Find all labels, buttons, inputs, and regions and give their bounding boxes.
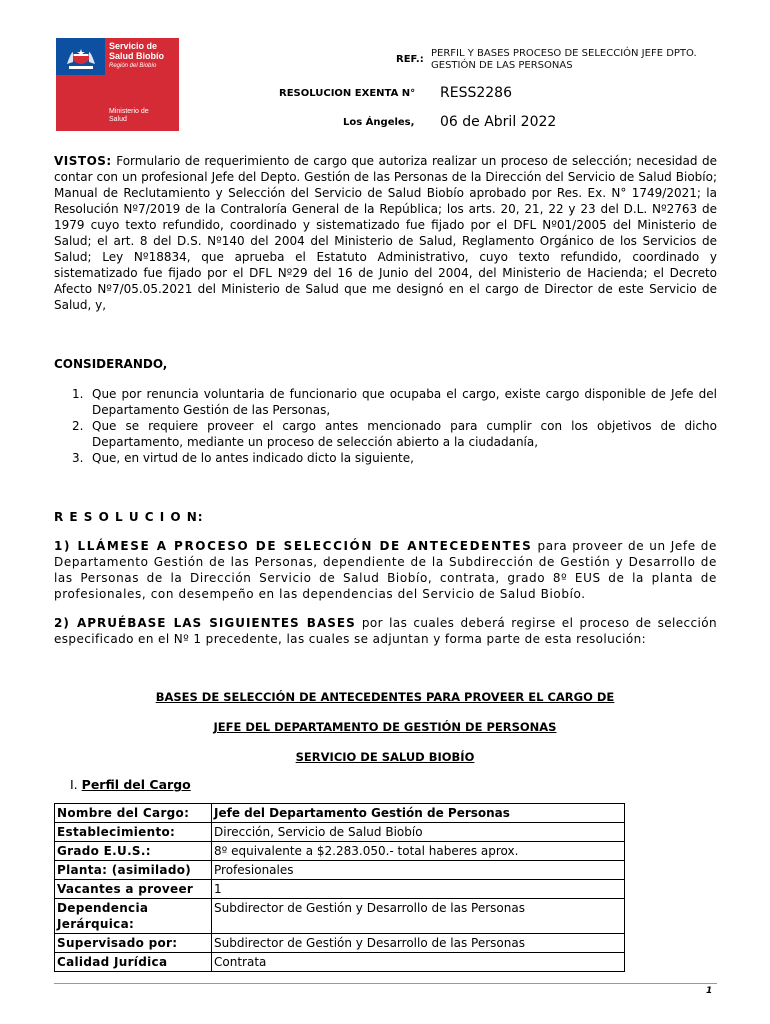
vistos-text: Formulario de requerimiento de cargo que autoriza realizar un proceso de selección; necesidad de contar con un profesional Jefe del Depto. Gestión de las Personas de la Dirección del Servicio de Salud Biobío; Manual de Reclutamiento y Selección del Servicio de Salud Biobío aprobado por Res. Ex. N° 1749/2021; la Resolución Nº7/2019 de la Contraloría General de la República; los arts. 20, 21, 22 y 23 del D.L. Nº2763 de 1979 cuyo texto refundido, coordinado y sistematizado fue fijado por el DFL Nº01/2005 del Ministerio de Salud; el art. 8 del D.S. Nº140 del 2004 del Ministerio de Salud, Reglamento Orgánico de los Servicios de Salud; Ley Nº18834, que aprueba el Estatuto Administrativo, cuyo texto refundido, coordinado y sistematizado fue fijado por el DFL Nº29 del 16 de Junio del 2004, del Ministerio de Hacienda; el Decreto Afecto Nº7/05.05.2021 del Ministerio de Salud que me designó en el cargo de Director de este Servicio de Salud, y, (54, 154, 717, 312)
list-item-number: 3. (72, 451, 84, 465)
bases-title-3: SERVICIO DE SALUD BIOBÍO (295, 750, 475, 764)
point-1-text: para proveer de un Jefe de Departamento Gestión de las Personas, dependiente de la Subdirección de Gestión y Desarrollo de las Personas de la Dirección Servicio de Salud Biobío, contrata, grado 8º EUS de la planta de profesionales, con desempeño en las dependencias del Servicio de Salud Biobío. (54, 539, 717, 601)
place-label: Los Ángeles, (343, 117, 415, 128)
logo-line-2: Salud Biobío (109, 51, 164, 61)
table-key: Calidad Jurídica (55, 953, 212, 972)
table-value: 1 (212, 880, 625, 899)
table-value: Profesionales (212, 861, 625, 880)
table-value: Jefe del Departamento Gestión de Personas (212, 804, 625, 823)
logo-flag (56, 38, 105, 131)
ref-value-line-2: GESTIÓN DE LAS PERSONAS (431, 60, 573, 71)
table-key: Planta: (asimilado) (55, 861, 212, 880)
list-item-text: Que, en virtud de lo antes indicado dicto la siguiente, (92, 451, 414, 465)
table-value: 8º equivalente a $2.283.050.- total haberes aprox. (212, 842, 625, 861)
logo-text-panel (105, 38, 179, 131)
table-key: Nombre del Cargo: (55, 804, 212, 823)
footer-divider (54, 983, 717, 984)
table-key: Dependencia Jerárquica: (55, 899, 212, 934)
table-row (55, 899, 625, 934)
logo-ministry-line-2: Salud (109, 116, 127, 123)
ref-value-line-1: PERFIL Y BASES PROCESO DE SELECCIÓN JEFE DPTO. (431, 48, 697, 59)
point-1-label: 1) LLÁMESE A PROCESO DE SELECCIÓN DE ANTECEDENTES (54, 539, 533, 553)
table-row (55, 823, 625, 842)
logo-line-3: Región del Biobío (109, 63, 157, 69)
list-item-number: 1. (72, 387, 84, 401)
ref-value (431, 48, 697, 72)
resolution-date: 06 de Abril 2022 (440, 114, 557, 130)
resolucion-number: RESS2286 (440, 85, 512, 101)
considerando-list (72, 386, 717, 466)
ref-label: REF.: (396, 54, 424, 65)
table-row (55, 880, 625, 899)
page-number: 1 (706, 986, 713, 996)
table-value: Contrata (212, 953, 625, 972)
coat-of-arms-icon (63, 42, 99, 72)
table-value: Subdirector de Gestión y Desarrollo de las Personas (212, 899, 625, 934)
vistos-paragraph (54, 153, 717, 313)
table-key: Vacantes a proveer (55, 880, 212, 899)
resolucion-point-1 (54, 538, 717, 602)
vistos-label: VISTOS: (54, 154, 112, 168)
bases-title-1: BASES DE SELECCIÓN DE ANTECEDENTES PARA PROVEER EL CARGO DE (155, 690, 615, 704)
logo-ministry-line-1: Ministerio de (109, 108, 149, 115)
perfil-heading (70, 777, 191, 792)
cargo-table (54, 803, 625, 972)
list-item (72, 450, 717, 466)
table-value: Subdirector de Gestión y Desarrollo de las Personas (212, 934, 625, 953)
list-item (72, 418, 717, 450)
table-row (55, 861, 625, 880)
table-row (55, 804, 625, 823)
table-value: Dirección, Servicio de Salud Biobío (212, 823, 625, 842)
perfil-title: Perfil del Cargo (81, 777, 191, 792)
considerando-label: CONSIDERANDO, (54, 357, 168, 371)
perfil-number: I. (70, 777, 78, 792)
institution-logo (56, 38, 179, 131)
table-row (55, 842, 625, 861)
resolucion-point-2 (54, 615, 717, 647)
resolucion-label: RESOLUCION EXENTA N° (279, 88, 416, 99)
logo-ministry (109, 108, 149, 124)
table-row (55, 953, 625, 972)
table-key: Supervisado por: (55, 934, 212, 953)
table-row (55, 934, 625, 953)
logo-line-1: Servicio de (109, 41, 158, 51)
bases-title-2: JEFE DEL DEPARTAMENTO DE GESTIÓN DE PERSONAS (213, 720, 557, 734)
point-2-text: por las cuales deberá regirse el proceso de selección especificado en el Nº 1 precedente, las cuales se adjuntan y forma parte de esta resolución: (54, 616, 717, 646)
table-key: Establecimiento: (55, 823, 212, 842)
point-2-label: 2) APRUÉBASE LAS SIGUIENTES BASES (54, 616, 356, 630)
logo-red-band (56, 75, 105, 131)
list-item-text: Que se requiere proveer el cargo antes mencionado para cumplir con los objetivos de dicho Departamento, mediante un proceso de selección abierto a la ciudadanía, (92, 419, 717, 449)
table-key: Grado E.U.S.: (55, 842, 212, 861)
logo-blue-band (56, 38, 105, 75)
list-item-text: Que por renuncia voluntaria de funcionario que ocupaba el cargo, existe cargo disponible de Jefe del Departamento Gestión de las Personas, (92, 387, 717, 417)
list-item-number: 2. (72, 419, 84, 433)
list-item (72, 386, 717, 418)
resolucion-heading: R E S O L U C I O N: (54, 510, 204, 524)
